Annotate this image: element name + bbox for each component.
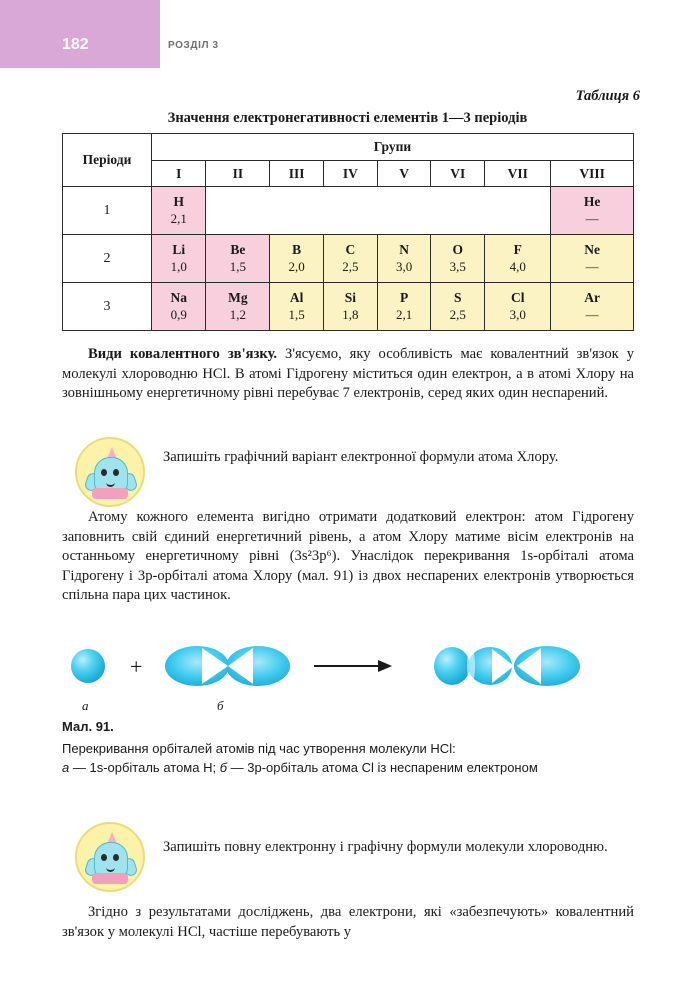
table-row bbox=[63, 187, 634, 235]
cell-Al bbox=[270, 283, 324, 331]
orbital-diagram-svg bbox=[62, 636, 634, 716]
cell-symbol: Cl bbox=[510, 289, 525, 305]
cell-value: 0,9 bbox=[170, 306, 187, 322]
cell-Na bbox=[152, 283, 206, 331]
cell-symbol: Be bbox=[230, 241, 246, 257]
figure-caption-line2 bbox=[62, 759, 634, 777]
cell-value: 1,8 bbox=[342, 306, 359, 322]
cell-F bbox=[485, 235, 551, 283]
cell-symbol: C bbox=[345, 241, 356, 257]
cell-value: 1,5 bbox=[288, 306, 305, 322]
cell-value: — bbox=[585, 258, 599, 274]
cell-symbol: Si bbox=[344, 289, 356, 305]
cell-Cl bbox=[485, 283, 551, 331]
cell-value: — bbox=[585, 210, 599, 226]
figure-caption-b-text: — 3p-орбіталь атома Cl із неспареним електроном bbox=[227, 760, 538, 776]
table-title: Значення електронегативності елементів 1—3 періодів bbox=[167, 110, 528, 126]
cell-value: 3,5 bbox=[449, 258, 466, 274]
paragraph-text: З'ясуємо, яку особливість має ковалентний зв'язок у молекулі хлороводню HCl. В атомі Гідрогену міститься один електрон, а в атомі Хлору на зовнішньому енергетичному рівні перебуває 7 електронів, серед яких один неспарений. bbox=[62, 346, 634, 402]
cell-value: 2,1 bbox=[395, 306, 413, 322]
mascot-eye-left bbox=[101, 469, 107, 476]
cell-value: 2,5 bbox=[449, 306, 466, 322]
cell-value: 1,2 bbox=[229, 306, 247, 322]
table-row bbox=[63, 235, 634, 283]
cell-value: 1,0 bbox=[170, 258, 187, 274]
table-header-row bbox=[63, 134, 634, 161]
paragraph-extra-electron: Атому кожного елемента вигідно отримати додатковий електрон: атом Гідрогену заповнить свій єдиний енергетичний рівень, а атом Хлору матиме вісім електронів на останньому енергетичному рівні (3s²3p⁶). Унаслідок перекривання 1s-орбіталі атома Гідрогену і 3p-орбіталі атома Хлору (мал. 91) із двох неспарених електронів утворюється спільна пара цих частинок. bbox=[62, 509, 634, 604]
cell-symbol: Na bbox=[170, 289, 187, 305]
header-group-6: VI bbox=[431, 161, 485, 187]
mascot-icon bbox=[75, 437, 145, 507]
chapter-label: РОЗДІЛ 3 bbox=[168, 40, 219, 51]
cell-B bbox=[270, 235, 324, 283]
mascot-scarf bbox=[92, 488, 128, 499]
header-group-3: III bbox=[270, 161, 324, 187]
cell-symbol: S bbox=[454, 289, 462, 305]
cell-N bbox=[377, 235, 431, 283]
mascot-icon-2 bbox=[75, 822, 145, 892]
figure-caption-a-italic: а bbox=[62, 760, 70, 776]
figure-caption-line1: Перекривання орбіталей атомів під час утворення молекули HCl: bbox=[62, 741, 456, 757]
cell-Mg bbox=[206, 283, 270, 331]
header-group-2: II bbox=[206, 161, 270, 187]
table-number-label: Таблиця 6 bbox=[575, 88, 640, 104]
table-row bbox=[63, 283, 634, 331]
row-period-1: 1 bbox=[63, 187, 152, 235]
cell-O bbox=[431, 235, 485, 283]
task-write-full-formula: Запишіть повну електронну і графічну формули молекули хлороводню. bbox=[163, 839, 608, 855]
cell-symbol: Ne bbox=[584, 241, 601, 257]
mascot-scarf bbox=[92, 873, 128, 884]
cell-C bbox=[324, 235, 378, 283]
header-periods: Періоди bbox=[63, 134, 152, 187]
cell-symbol: Ar bbox=[584, 289, 601, 305]
electronegativity-table bbox=[62, 133, 634, 331]
header-color-band bbox=[0, 0, 160, 68]
task-write-graphic-formula: Запишіть графічний варіант електронної формули атома Хлору. bbox=[163, 449, 559, 465]
cell-symbol: Mg bbox=[228, 289, 248, 305]
row-period-2: 2 bbox=[63, 235, 152, 283]
cell-symbol: H bbox=[173, 193, 184, 209]
cell-symbol: F bbox=[513, 241, 522, 257]
cell-S bbox=[431, 283, 485, 331]
header-group-4: IV bbox=[324, 161, 378, 187]
figure-caption-number: Мал. 91. bbox=[62, 719, 114, 734]
header-groups: Групи bbox=[152, 134, 634, 161]
cell-symbol: O bbox=[452, 241, 464, 257]
cell-symbol: He bbox=[583, 193, 601, 209]
mascot-eye-right bbox=[113, 854, 119, 861]
orbital-overlap-figure bbox=[62, 636, 634, 716]
header-group-1: I bbox=[152, 161, 206, 187]
cell-symbol: Li bbox=[172, 241, 186, 257]
cell-Ne bbox=[551, 235, 634, 283]
paragraph-covalent-types bbox=[62, 345, 634, 404]
cell-value: 3,0 bbox=[395, 258, 413, 274]
paragraph-research-results: Згідно з результатами досліджень, два електрони, які «забезпечують» ковалентний зв'язок у молекулі HCl, частіше перебувають у bbox=[62, 904, 634, 940]
figure-caption bbox=[62, 718, 634, 778]
cell-H bbox=[152, 187, 206, 235]
cell-P bbox=[377, 283, 431, 331]
cell-Si bbox=[324, 283, 378, 331]
cell-value: 3,0 bbox=[509, 306, 526, 322]
header-group-7: VII bbox=[485, 161, 551, 187]
cell-symbol: N bbox=[399, 241, 409, 257]
mascot-eye-right bbox=[113, 469, 119, 476]
cell-He bbox=[551, 187, 634, 235]
cell-value: 4,0 bbox=[509, 258, 526, 274]
cell-symbol: Al bbox=[289, 289, 304, 305]
cell-Be bbox=[206, 235, 270, 283]
cell-Li bbox=[152, 235, 206, 283]
cell-symbol: P bbox=[399, 289, 409, 305]
row-period-3: 3 bbox=[63, 283, 152, 331]
cell-value: 1,5 bbox=[229, 258, 247, 274]
cell-empty-row1 bbox=[206, 187, 551, 235]
mascot-eye-left bbox=[101, 854, 107, 861]
cell-value: 2,5 bbox=[342, 258, 359, 274]
figure-caption-a-text: — 1s-орбіталь атома H; bbox=[69, 760, 220, 776]
header-group-8: VIII bbox=[551, 161, 634, 187]
cell-symbol: B bbox=[292, 241, 302, 257]
cell-value: — bbox=[585, 306, 599, 322]
paragraph-lead-in: Види ковалентного зв'язку. bbox=[88, 346, 278, 362]
page-number: 182 bbox=[62, 36, 89, 53]
header-group-5: V bbox=[377, 161, 431, 187]
cell-value: 2,0 bbox=[288, 258, 305, 274]
figure-label-a: а bbox=[82, 698, 89, 713]
figure-caption-b-italic: б bbox=[219, 760, 228, 776]
svg-text:+: + bbox=[130, 654, 143, 679]
cell-Ar bbox=[551, 283, 634, 331]
figure-label-b: б bbox=[217, 698, 224, 713]
cell-value: 2,1 bbox=[170, 210, 187, 226]
